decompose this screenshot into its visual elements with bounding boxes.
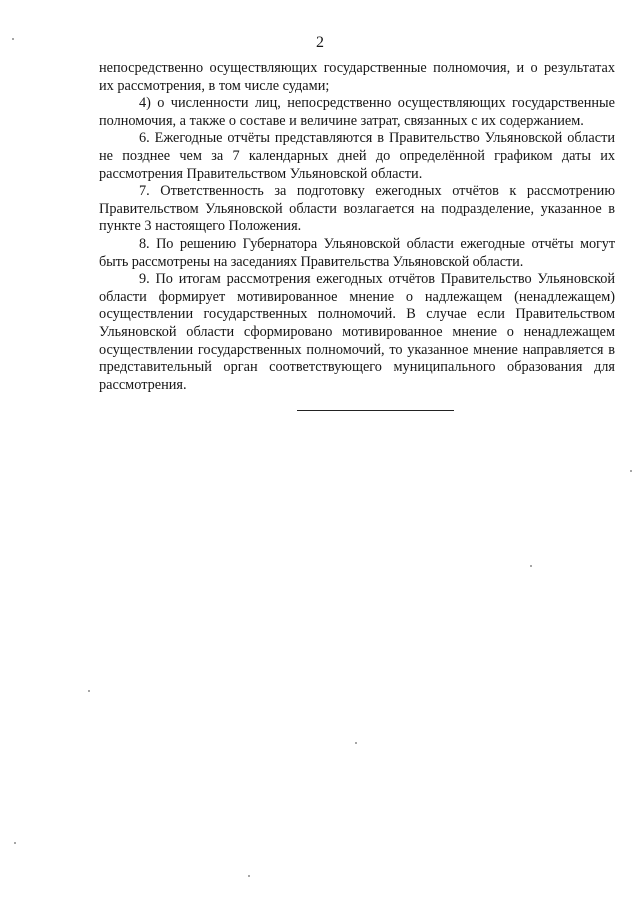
scan-speck: [630, 470, 632, 472]
paragraph-item-4: 4) о численности лиц, непосредственно осуществляющих государственные полномочия, а также о составе и величине затрат, связанных с их содержанием.: [99, 95, 615, 129]
paragraph-item-6: 6. Ежегодные отчёты представляются в Правительство Ульяновской области не позднее чем за 7 календарных дней до определённой графиком даты их рассмотрения Правительством Ульяновской области.: [99, 130, 615, 182]
paragraph-item-7: 7. Ответственность за подготовку ежегодных отчётов к рассмотрению Правительством Ульяновской области возлагается на подразделение, указанное в пункте 3 настоящего Положения.: [99, 183, 615, 235]
document-body: [99, 60, 615, 394]
scan-speck: [530, 565, 532, 567]
scan-speck: [12, 38, 14, 40]
scan-speck: [14, 842, 16, 844]
scan-speck: [88, 690, 90, 692]
scan-speck: [355, 742, 357, 744]
page-number: 2: [316, 34, 324, 51]
paragraph-item-8: 8. По решению Губернатора Ульяновской области ежегодные отчёты могут быть рассмотрены на заседаниях Правительства Ульяновской области.: [99, 235, 615, 270]
scan-speck: [248, 875, 250, 877]
closing-line-divider: [297, 410, 454, 411]
paragraph-item-9: 9. По итогам рассмотрения ежегодных отчётов Правительство Ульяновской области формирует мотивированное мнение о надлежащем (ненадлежащем) осуществлении государственных полномочий. В случае если Правительством Ульяновской области сформировано мотивированное мнение о ненадлежащем осуществлении государственных полномочий, то указанное мнение направляется в представительный орган соответствующего муниципального образования для рассмотрения.: [99, 271, 615, 393]
paragraph-continuation: непосредственно осуществляющих государственные полномочия, и о результатах их рассмотрения, в том числе судами;: [99, 60, 615, 94]
